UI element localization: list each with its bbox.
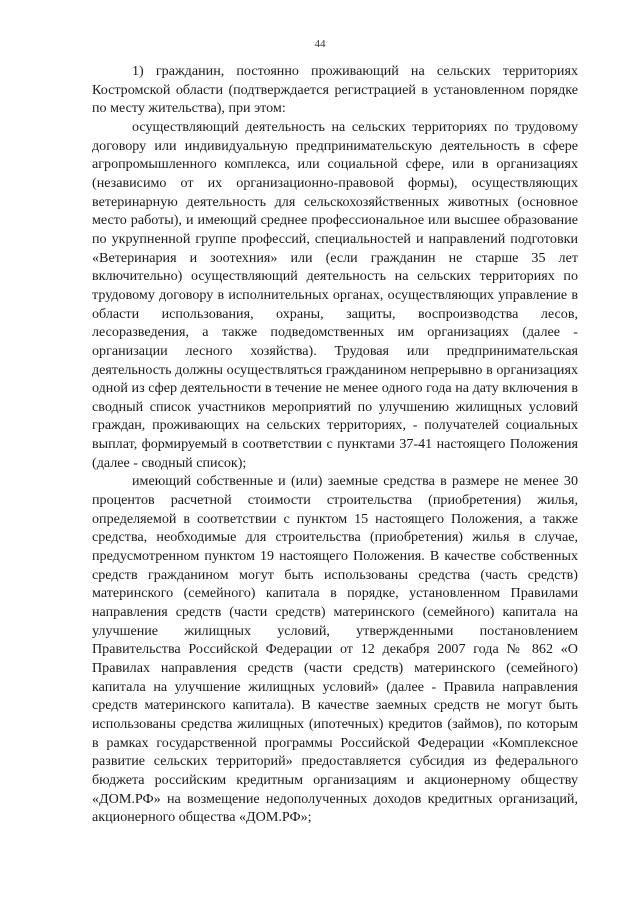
paragraph-1: 1) гражданин, постоянно проживающий на сельских территориях Костромской области (подтверждается регистрацией в установленном порядке по месту жительства), при этом: bbox=[92, 63, 578, 117]
page-number: 44 bbox=[314, 38, 326, 50]
paragraph-3: имеющий собственные и (или) заемные средства в размере не менее 30 процентов расчетной стоимости строительства (приобретения) жилья, определяемой в соответствии с пунктом 15 настоящего Положения, а также средства, необходимые для строительства (приобретения) жилья в случае, предусмотренном пунктом 19 настоящего Положения. В качестве собственных средств гражданином могут быть использованы средства (часть средств) материнского (семейного) капитала в порядке, установленном Правилами направления средств (части средств) материнского (семейного) капитала на улучшение жилищных условий, утвержденными постановлением Правительства Российской Федерации от 12 декабря 2007 года № 862 «О Правилах направления средств (части средств) материнского (семейного) капитала на улучшение жилищных условий» (далее - Правила направления средств материнского капитала). В качестве заемных средств не могут быть использованы средства жилищных (ипотечных) кредитов (займов), по которым в рамках государственной программы Российской Федерации «Комплексное развитие сельских территорий» предоставляется субсидия из федерального бюджета российским кредитным организациям и акционерному обществу «ДОМ.РФ» на возмещение недополученных доходов кредитных организаций, акционерного общества «ДОМ.РФ»; bbox=[92, 473, 578, 826]
paragraph-2: осуществляющий деятельность на сельских территориях по трудовому договору или индивидуальную предпринимательскую деятельность в сфере агропромышленного комплекса, или социальной сфере, или в организациях (независимо от их организационно-правовой формы), осуществляющих ветеринарную деятельность для сельскохозяйственных животных (основное место работы), и имеющий среднее профессиональное или высшее образование по укрупненной группе профессий, специальностей и направлений подготовки «Ветеринария и зоотехния» или (если гражданин не старше 35 лет включительно) осуществляющий деятельность на сельских территориях по трудовому договору в исполнительных органах, осуществляющих управление в области использования, охраны, защиты, воспроизводства лесов, лесоразведения, а также подведомственных им организациях (далее - организации лесного хозяйства). Трудовая или предпринимательская деятельность должны осуществляться гражданином непрерывно в организациях одной из сфер деятельности в течение не менее одного года на дату включения в сводный список участников мероприятий по улучшению жилищных условий граждан, проживающих на сельских территориях, - получателей социальных выплат, формируемый в соответствии с пунктами 37-41 настоящего Положения (далее - сводный список); bbox=[92, 118, 578, 471]
document-body bbox=[92, 62, 578, 827]
